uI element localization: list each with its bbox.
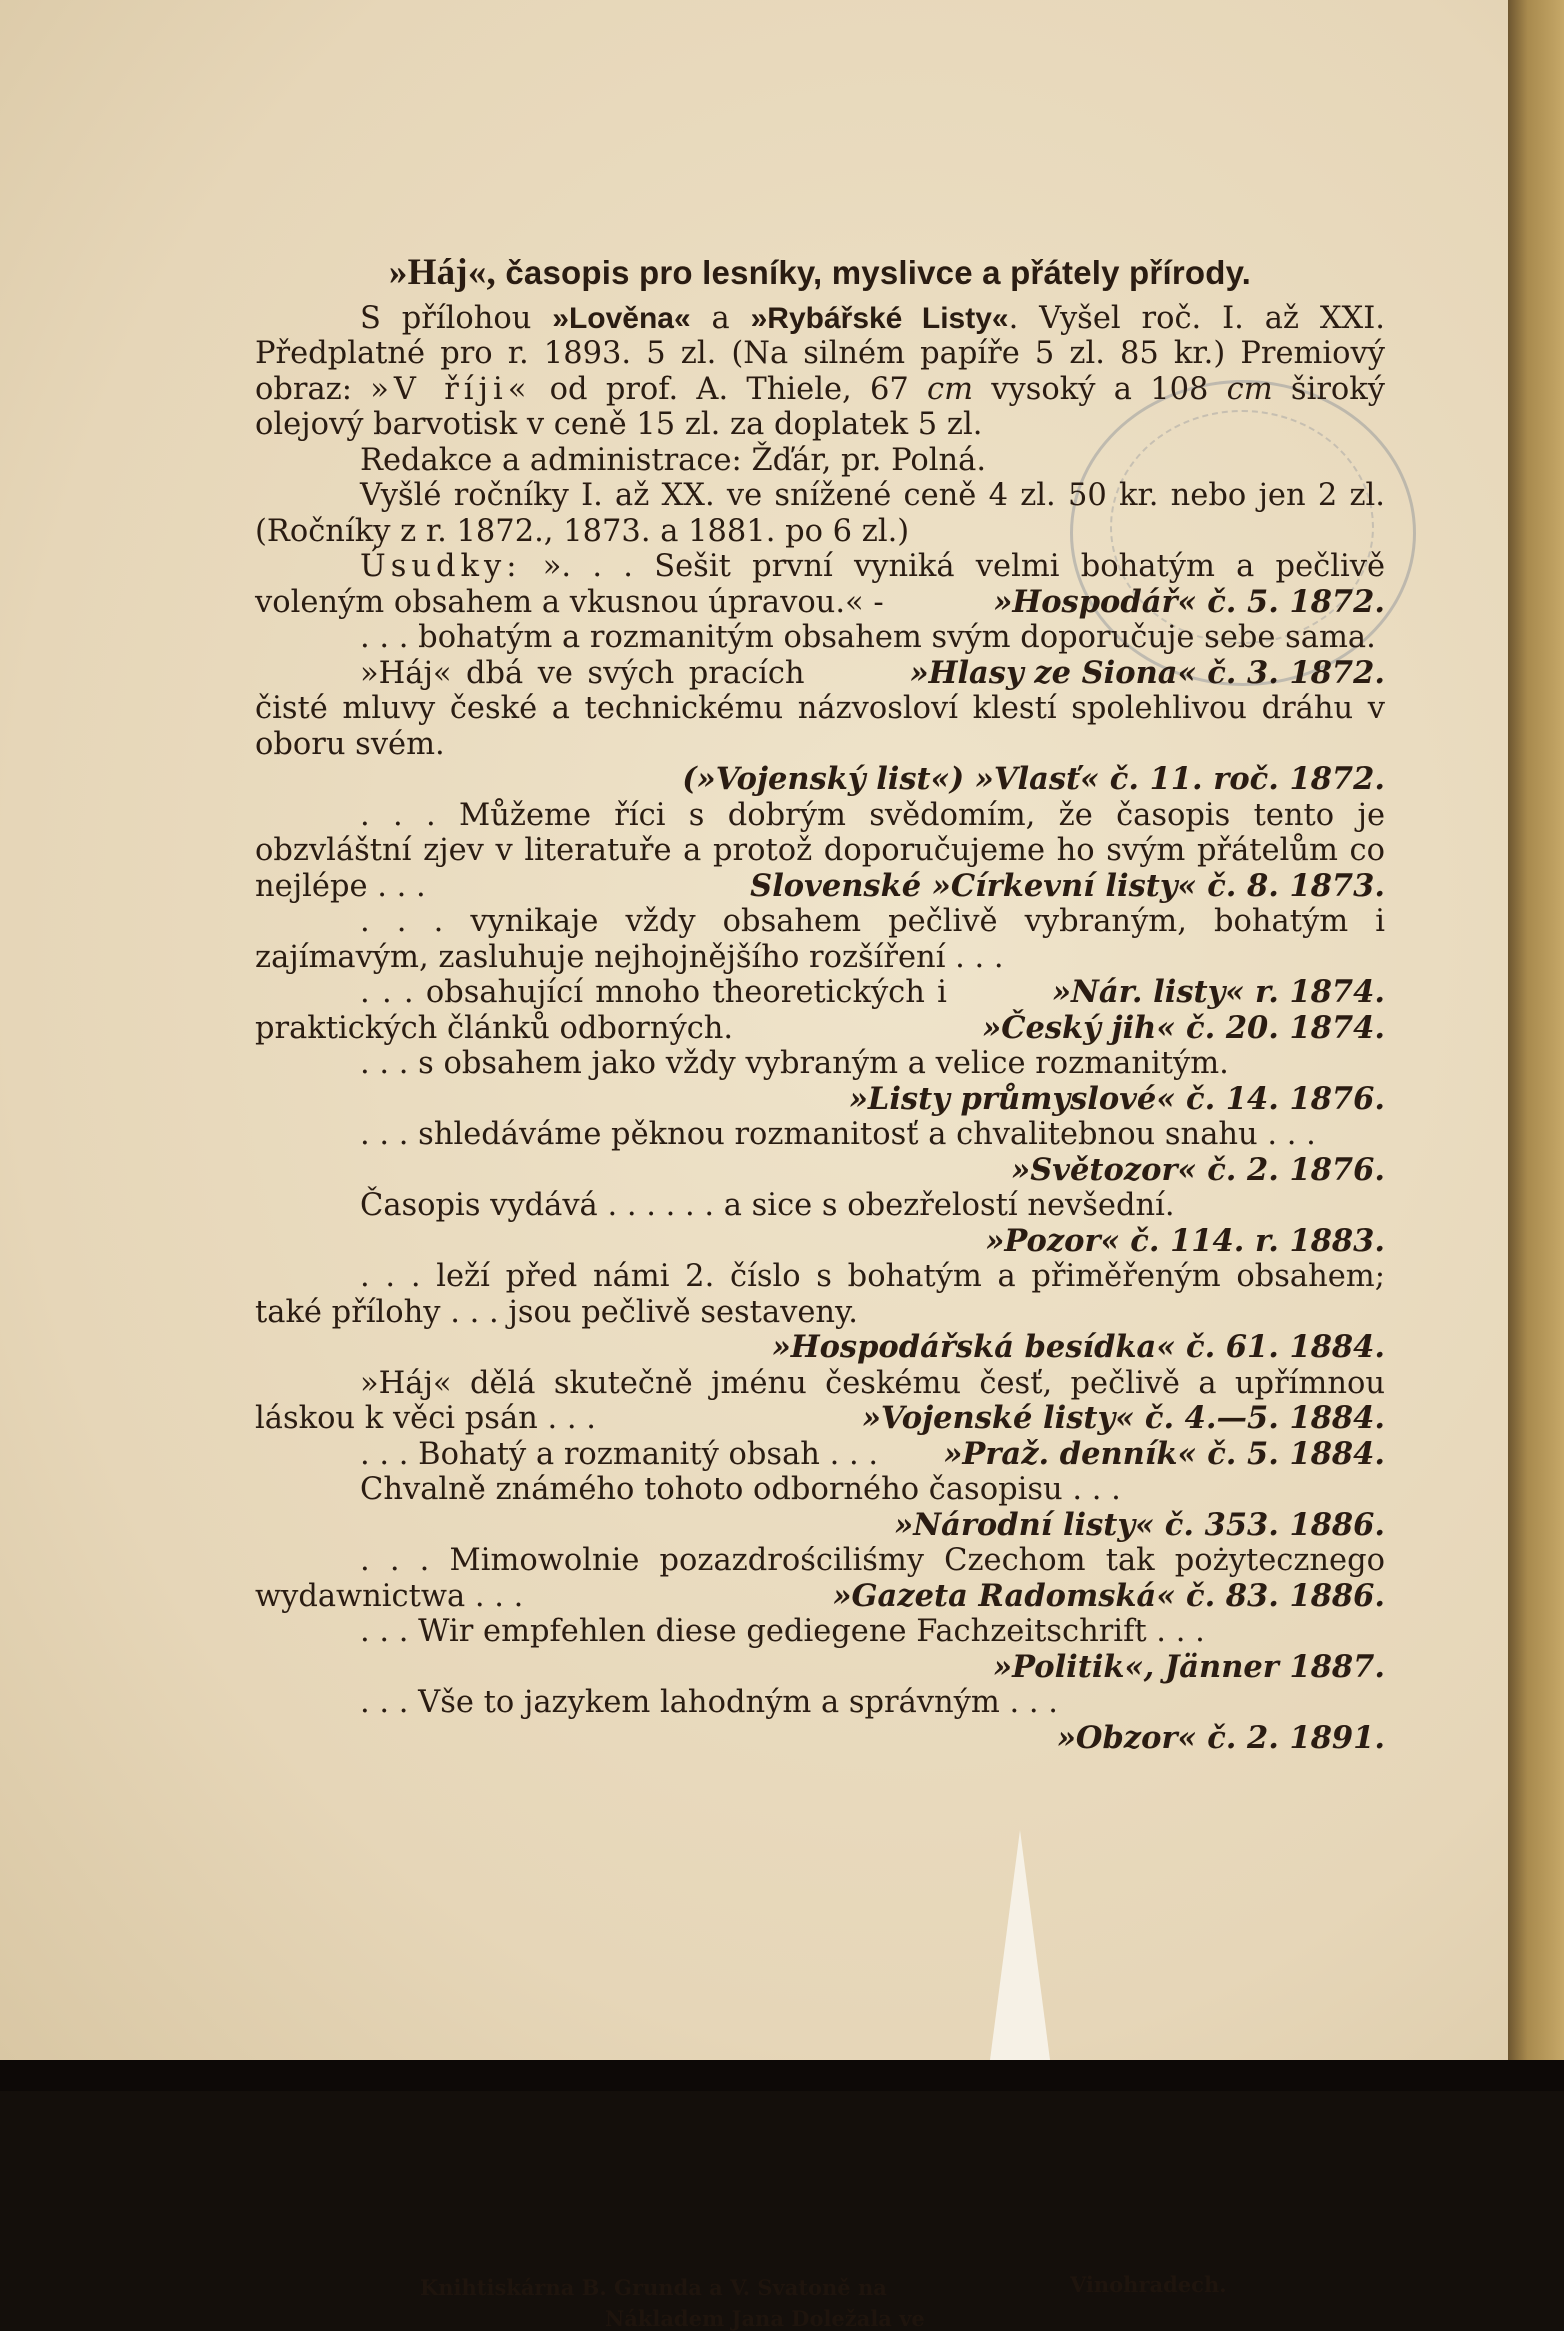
review-8-source: »Světozor« č. 2. 1876. <box>1011 1151 1385 1188</box>
review-6: . . . obsahující mnoho theoretických i praktických článků odborných. »Český jih« č. 20. 1874. <box>255 975 1385 1046</box>
review-10-source: »Hospodářská besídka« č. 61. 1884. <box>771 1329 1385 1365</box>
review-12: . . . Bohatý a rozmanitý obsah . . . »Praž. denník« č. 5. 1884. <box>360 1435 1385 1472</box>
review-7: . . . s obsahem jako vždy vybraným a velice rozmanitým. <box>360 1046 1229 1081</box>
review-10: . . . leží před námi 2. číslo s bohatým a přiměřeným obsahem; také přílohy . . . jsou pečlivě sestaveny. <box>255 1259 1385 1330</box>
review-13-source: »Národní listy« č. 353. 1886. <box>894 1506 1385 1543</box>
scan-border <box>0 2060 1564 2091</box>
back-issues: Vyšlé ročníky I. až XX. ve snížené ceně 4 zl. 50 kr. nebo jen 2 zl. (Ročníky z r. 1872., 1873. a 1881. po 6 zl.) <box>255 478 1385 549</box>
review-9-source: »Pozor« č. 114. r. 1883. <box>985 1222 1385 1259</box>
review-11: »Háj« dělá skutečně jménu českému česť, pečlivě a upřímnou láskou k věci psán . . . »Vojenské listy« č. 4.—5. 1884. <box>255 1365 1385 1436</box>
imprint-city: Vinohradech. <box>1070 2272 1227 2297</box>
review-3: »Háj« dbá ve svých pracích čisté mluvy české a technickému názvosloví klestí spolehlivou dráhu v oboru svém. <box>255 655 1385 762</box>
review-16-source: »Obzor« č. 2. 1891. <box>1056 1719 1385 1756</box>
review-5: . . . vynikaje vždy obsahem pečlivě vybraným, bohatým i zajímavým, zasluhuje nejhojnějšího rozšíření . . . »Nár. listy« r. 1874. <box>255 904 1385 1010</box>
review-2: . . . bohatým a rozmanitým obsahem svým doporučuje sebe sama. »Hlasy ze Siona« č. 3. 1872. <box>360 620 1385 691</box>
imprint-printer: Knihtiskárna B. Grunda a V. Svatoně na <box>420 2275 887 2300</box>
page-title <box>255 252 1385 293</box>
paper-tear <box>990 1830 1050 2060</box>
review-1: Úsudky: ». . . Sešit první vyniká velmi bohatým a pečlivě voleným obsahem a vkusnou úpravou.« - »Hospodář« č. 5. 1872. <box>255 549 1385 620</box>
review-3-source: (»Vojenský list«) »Vlasť« č. 11. roč. 1872. <box>682 761 1385 797</box>
imprint-publisher: Nákladem Jana Doležala ve <box>605 2306 925 2331</box>
title-quoted: »Háj«, <box>388 252 496 293</box>
editorial-address: Redakce a administrace: Žďár, pr. Polná. <box>360 442 987 478</box>
advertisement-text <box>255 252 1385 1756</box>
review-9: Časopis vydává . . . . . . a sice s obezřelostí nevšední. <box>360 1188 1175 1223</box>
review-14: . . . Mimowolnie pozazdrościliśmy Czechom tak pożytecznego wydawnictwa . . . »Gazeta Radomská« č. 83. 1886. <box>255 1543 1385 1614</box>
review-4: . . . Můžeme říci s dobrým svědomím, že časopis tento je obzvláštní zjev v literatuře a protož doporučujeme ho svým přátelům co nejlépe . . . Slovenské »Církevní listy« č. 8. 1873. <box>255 797 1385 904</box>
review-16: . . . Vše to jazykem lahodným a správným . . . <box>360 1685 1058 1720</box>
review-15: . . . Wir empfehlen diese gediegene Fachzeitschrift . . . <box>360 1614 1205 1649</box>
review-13: Chvalně známého tohoto odborného časopisu . . . <box>360 1472 1121 1507</box>
review-7-source: »Listy průmyslové« č. 14. 1876. <box>848 1080 1385 1117</box>
page-edge <box>1508 0 1564 2060</box>
intro-paragraph: S přílohou »Lověna« a »Rybářské Listy«. Vyšel roč. I. až XXI. Předplatné pro r. 1893. 5 zl. (Na silném papíře 5 zl. 85 kr.) Premiový obraz: »V říji« od prof. A. Thiele, 67 cm vysoký a 108 cm široký olejový barvotisk v ceně 15 zl. za doplatek 5 zl. <box>255 300 1385 442</box>
review-15-source: »Politik«, Jänner 1887. <box>993 1648 1385 1685</box>
title-rest: časopis pro lesníky, myslivce a přátely přírody. <box>495 254 1252 291</box>
review-8: . . . shledáváme pěknou rozmanitosť a chvalitebnou snahu . . . <box>360 1117 1316 1152</box>
